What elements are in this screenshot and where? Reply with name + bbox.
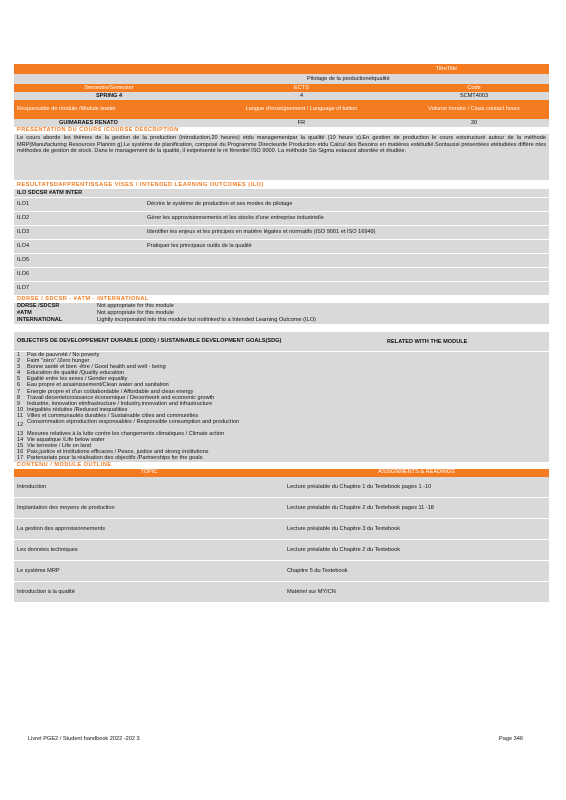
ilo-table <box>14 198 549 296</box>
ects-value: 4 <box>299 92 304 99</box>
title-label: TitreTitle <box>435 65 458 72</box>
presentation-text: Le cours aborde les thèmes de la gestion de la production (introduction,20 heures) etdu managementpar la qualité (10 heure s).En gestion de production le cours eststructuré autour de la méthode MRP(Manufacturing Resources Plannin g).Le système de planification, composé du Programme Directeurde Production etdu Calcul des Besoins en matières estétudié.Sontaussi présentées etétudiées différe ntes méthodes de gestion de stock. Dans le management de la qualité, il estprésenté le ré férentiel ISO 9000. La méthode Six Sigma estaussi abordée et étudiée. <box>14 134 549 180</box>
sdg-number: 4 <box>17 370 21 377</box>
semester-value-row <box>14 92 549 100</box>
title-value-row <box>14 74 549 84</box>
language-label: Langue d'enseignement / Language of tuition <box>245 106 358 113</box>
ilo-row <box>14 282 549 296</box>
sdg-number: 6 <box>17 382 21 389</box>
dimension-label: INTERNATIONAL <box>17 317 63 323</box>
sdg-number: 16 <box>17 449 24 456</box>
sdg-table <box>14 332 549 462</box>
sdg-text: Faim "zéro" /Zero hunger <box>27 358 90 365</box>
topic-header: TOPIC <box>140 469 158 476</box>
code-value: SCMT4003 <box>459 92 489 99</box>
content-row <box>14 561 549 582</box>
footer-left: Livret PGE2 / Student handbook 2022 -202 3 <box>28 736 140 742</box>
semester-value: SPRING 4 <box>95 92 123 99</box>
ilo-row <box>14 198 549 212</box>
ilo-code: ILO1 <box>17 201 30 207</box>
content-assign: Lecture préalable du Chapitre 1 du Textebook pages 1 -10 <box>287 483 432 490</box>
content-assign: Lecture préalable du Chapitre 3 du Textebook <box>287 525 401 532</box>
sdg-text: Énergie propre et d'un coûtabordable / Affordable and clean energy <box>27 388 194 395</box>
sdg-text: Bonne santé et bien -être / Good health and well - being <box>27 364 166 371</box>
ilo-header: ILO SDCSR #ATM INTER <box>14 189 549 198</box>
ilo-code: ILO4 <box>17 243 30 249</box>
course-sheet <box>14 64 549 603</box>
dimension-text: Not appropriate for this module <box>97 303 174 309</box>
sdg-text: Consommation etproduction responsables / Responsible consumption and production <box>27 419 240 426</box>
content-row <box>14 582 549 603</box>
ilo-code: ILO5 <box>17 257 30 263</box>
sdg-number: 5 <box>17 376 21 383</box>
responsible-header-row <box>14 100 549 119</box>
sdg-text: Mesures relatives à la lutte contre les changements climatiques / Climate action <box>27 431 225 438</box>
content-row <box>14 498 549 519</box>
sdg-text: Industrie, innovation etinfrastructure / Industry,innovation and infrastructure <box>27 400 213 407</box>
sdg-number: 8 <box>17 394 21 401</box>
sdg-number: 13 <box>17 431 24 438</box>
sdg-number: 1 <box>17 352 21 358</box>
ilo-text: Gérer les approvisionnements et les stocks d'une entreprise industrielle <box>147 215 324 221</box>
sdg-number: 9 <box>17 400 21 407</box>
content-topic: Le système MRP <box>17 567 60 574</box>
content-assign: Lecture préalable du Chapitre 2 du Textebook pages 11 -18 <box>287 504 434 511</box>
responsible-label: Responsable de module /Module leader <box>17 106 116 113</box>
content-topic: Introduction à la qualité <box>17 588 75 595</box>
sdg-text: Éducation de qualité /Quality education <box>27 370 125 377</box>
dimensions-title: DDRSE / SDCSR - #ATM - INTERNATIONAL <box>17 296 149 302</box>
title-value: Pilotage de la productionetqualité <box>307 75 390 82</box>
sdg-text: Pas de pauvreté / No poverty <box>27 352 100 358</box>
sdg-number: 15 <box>17 443 24 450</box>
ilo-text <box>144 282 549 295</box>
content-topic: Introduction <box>17 483 47 490</box>
page-number: Page 346 <box>499 736 523 742</box>
sdg-title-left: OBJECTIFS DE DEVELOPPEMENT DURABLE (ODD) / SUSTAINABLE DEVELOPMENT GOALS(SDG) <box>17 338 282 344</box>
semester-label: Semestre/Semester <box>84 84 134 91</box>
sdg-text: Travail décentetcroissance économique / Decentwork and economic growth <box>27 394 215 401</box>
ilo-text: Identifier les enjeux et les principes en matière légales et normatifs (ISO 9001 et ISO 16949) <box>147 229 376 235</box>
ilo-text <box>144 268 549 281</box>
ilo-text <box>144 254 549 267</box>
sdg-number: 10 <box>17 406 24 413</box>
sdg-text: Vie terrestre / Life on land <box>27 443 91 450</box>
sdg-item <box>14 419 549 431</box>
volume-value: 30 <box>470 119 478 126</box>
content-topic: Implantation des moyens de production <box>17 504 115 511</box>
content-header-row <box>14 469 549 477</box>
sdg-number: 14 <box>17 437 24 444</box>
responsible-value-row <box>14 119 549 127</box>
sdg-number: 11 <box>17 412 23 419</box>
sdg-text: Égalité entre les sexes / Gender equality <box>27 376 128 383</box>
dimensions-table <box>14 303 549 324</box>
content-assign: Lecture préalable du Chapitre 2 du Textebook <box>287 546 401 553</box>
dimension-row <box>14 317 549 324</box>
sdg-number: 2 <box>17 358 21 365</box>
content-table <box>14 477 549 603</box>
sdg-text: Villes et communautés durables / Sustainable cities and communities <box>27 412 199 419</box>
dimension-label: DDRSE /SDCSR <box>17 303 60 309</box>
sdg-text: Partenariats pour la réalisation des objectifs /Partnerships for the goals <box>27 455 203 462</box>
sdg-number: 17 <box>17 455 24 462</box>
ilo-row <box>14 240 549 254</box>
ilo-code: ILO7 <box>17 285 30 291</box>
sdg-text: Eau propre et assainissement/Clean water and sanitation <box>27 382 169 389</box>
ilo-title: RESULTATSDAPPRENTISSAGE VISES / INTENDED LEARNING OUTCOMES (ILO) <box>17 182 264 188</box>
content-row <box>14 519 549 540</box>
ects-label: ECTS <box>294 84 309 91</box>
sdg-text: Vie aquatique /Life below water <box>27 437 105 444</box>
sdg-text: Inégalités réduites /Reduced inequalities <box>27 406 128 413</box>
content-row <box>14 540 549 561</box>
ilo-text: Pratiquer les principaux outils de la qualité <box>147 243 252 249</box>
page-footer <box>28 736 523 742</box>
ilo-text: Décrire le système de production et ses modes de pilotage <box>147 201 293 207</box>
ilo-code: ILO2 <box>17 215 30 221</box>
ilo-row <box>14 212 549 226</box>
volume-label: Volume horaire / Class contact hours <box>428 106 520 113</box>
ilo-row <box>14 268 549 282</box>
dimension-label: #ATM <box>17 310 32 316</box>
content-title: CONTENU / MODULE OUTLINE <box>17 461 112 468</box>
title-header-row <box>14 64 549 74</box>
dimension-text: Not appropriate for this module <box>97 310 174 316</box>
responsible-value: GUIMARAES RENATO <box>59 119 118 126</box>
assign-header: ASSIGNMENTS & READINGS <box>378 469 455 476</box>
ilo-row <box>14 226 549 240</box>
content-assign: Matériel sur MYICN <box>287 588 336 595</box>
sdg-number: 12 <box>17 422 24 429</box>
ilo-row <box>14 254 549 268</box>
sdg-item <box>14 455 549 461</box>
dimension-text: Lightly incorporated into this module but notlinked to a Intended Learning Outcome (ILO) <box>97 317 316 323</box>
sdg-number: 3 <box>17 364 21 371</box>
sdg-text: Paix,justice et institutions efficaces / Peace, justice and strong institutions <box>27 449 209 456</box>
content-topic: La gestion des approvisionnements <box>17 525 106 532</box>
sdg-header <box>14 332 549 352</box>
ilo-code: ILO3 <box>17 229 30 235</box>
content-topic: Les données techniques <box>17 546 78 553</box>
dimension-row <box>14 310 549 317</box>
presentation-title: PRESENTATION DU COURS /COURSE DESCRIPTION <box>17 127 179 133</box>
ilo-code: ILO6 <box>17 271 30 277</box>
sdg-title-right: RELATED WITH THE MODULE <box>387 338 468 345</box>
code-label: Code <box>467 84 481 91</box>
language-value: FR <box>297 119 306 126</box>
sdg-number: 7 <box>17 388 21 395</box>
content-row <box>14 477 549 498</box>
content-assign: Chapitre 5 du Textebook <box>287 567 348 574</box>
dimension-row <box>14 303 549 310</box>
semester-header-row <box>14 84 549 92</box>
